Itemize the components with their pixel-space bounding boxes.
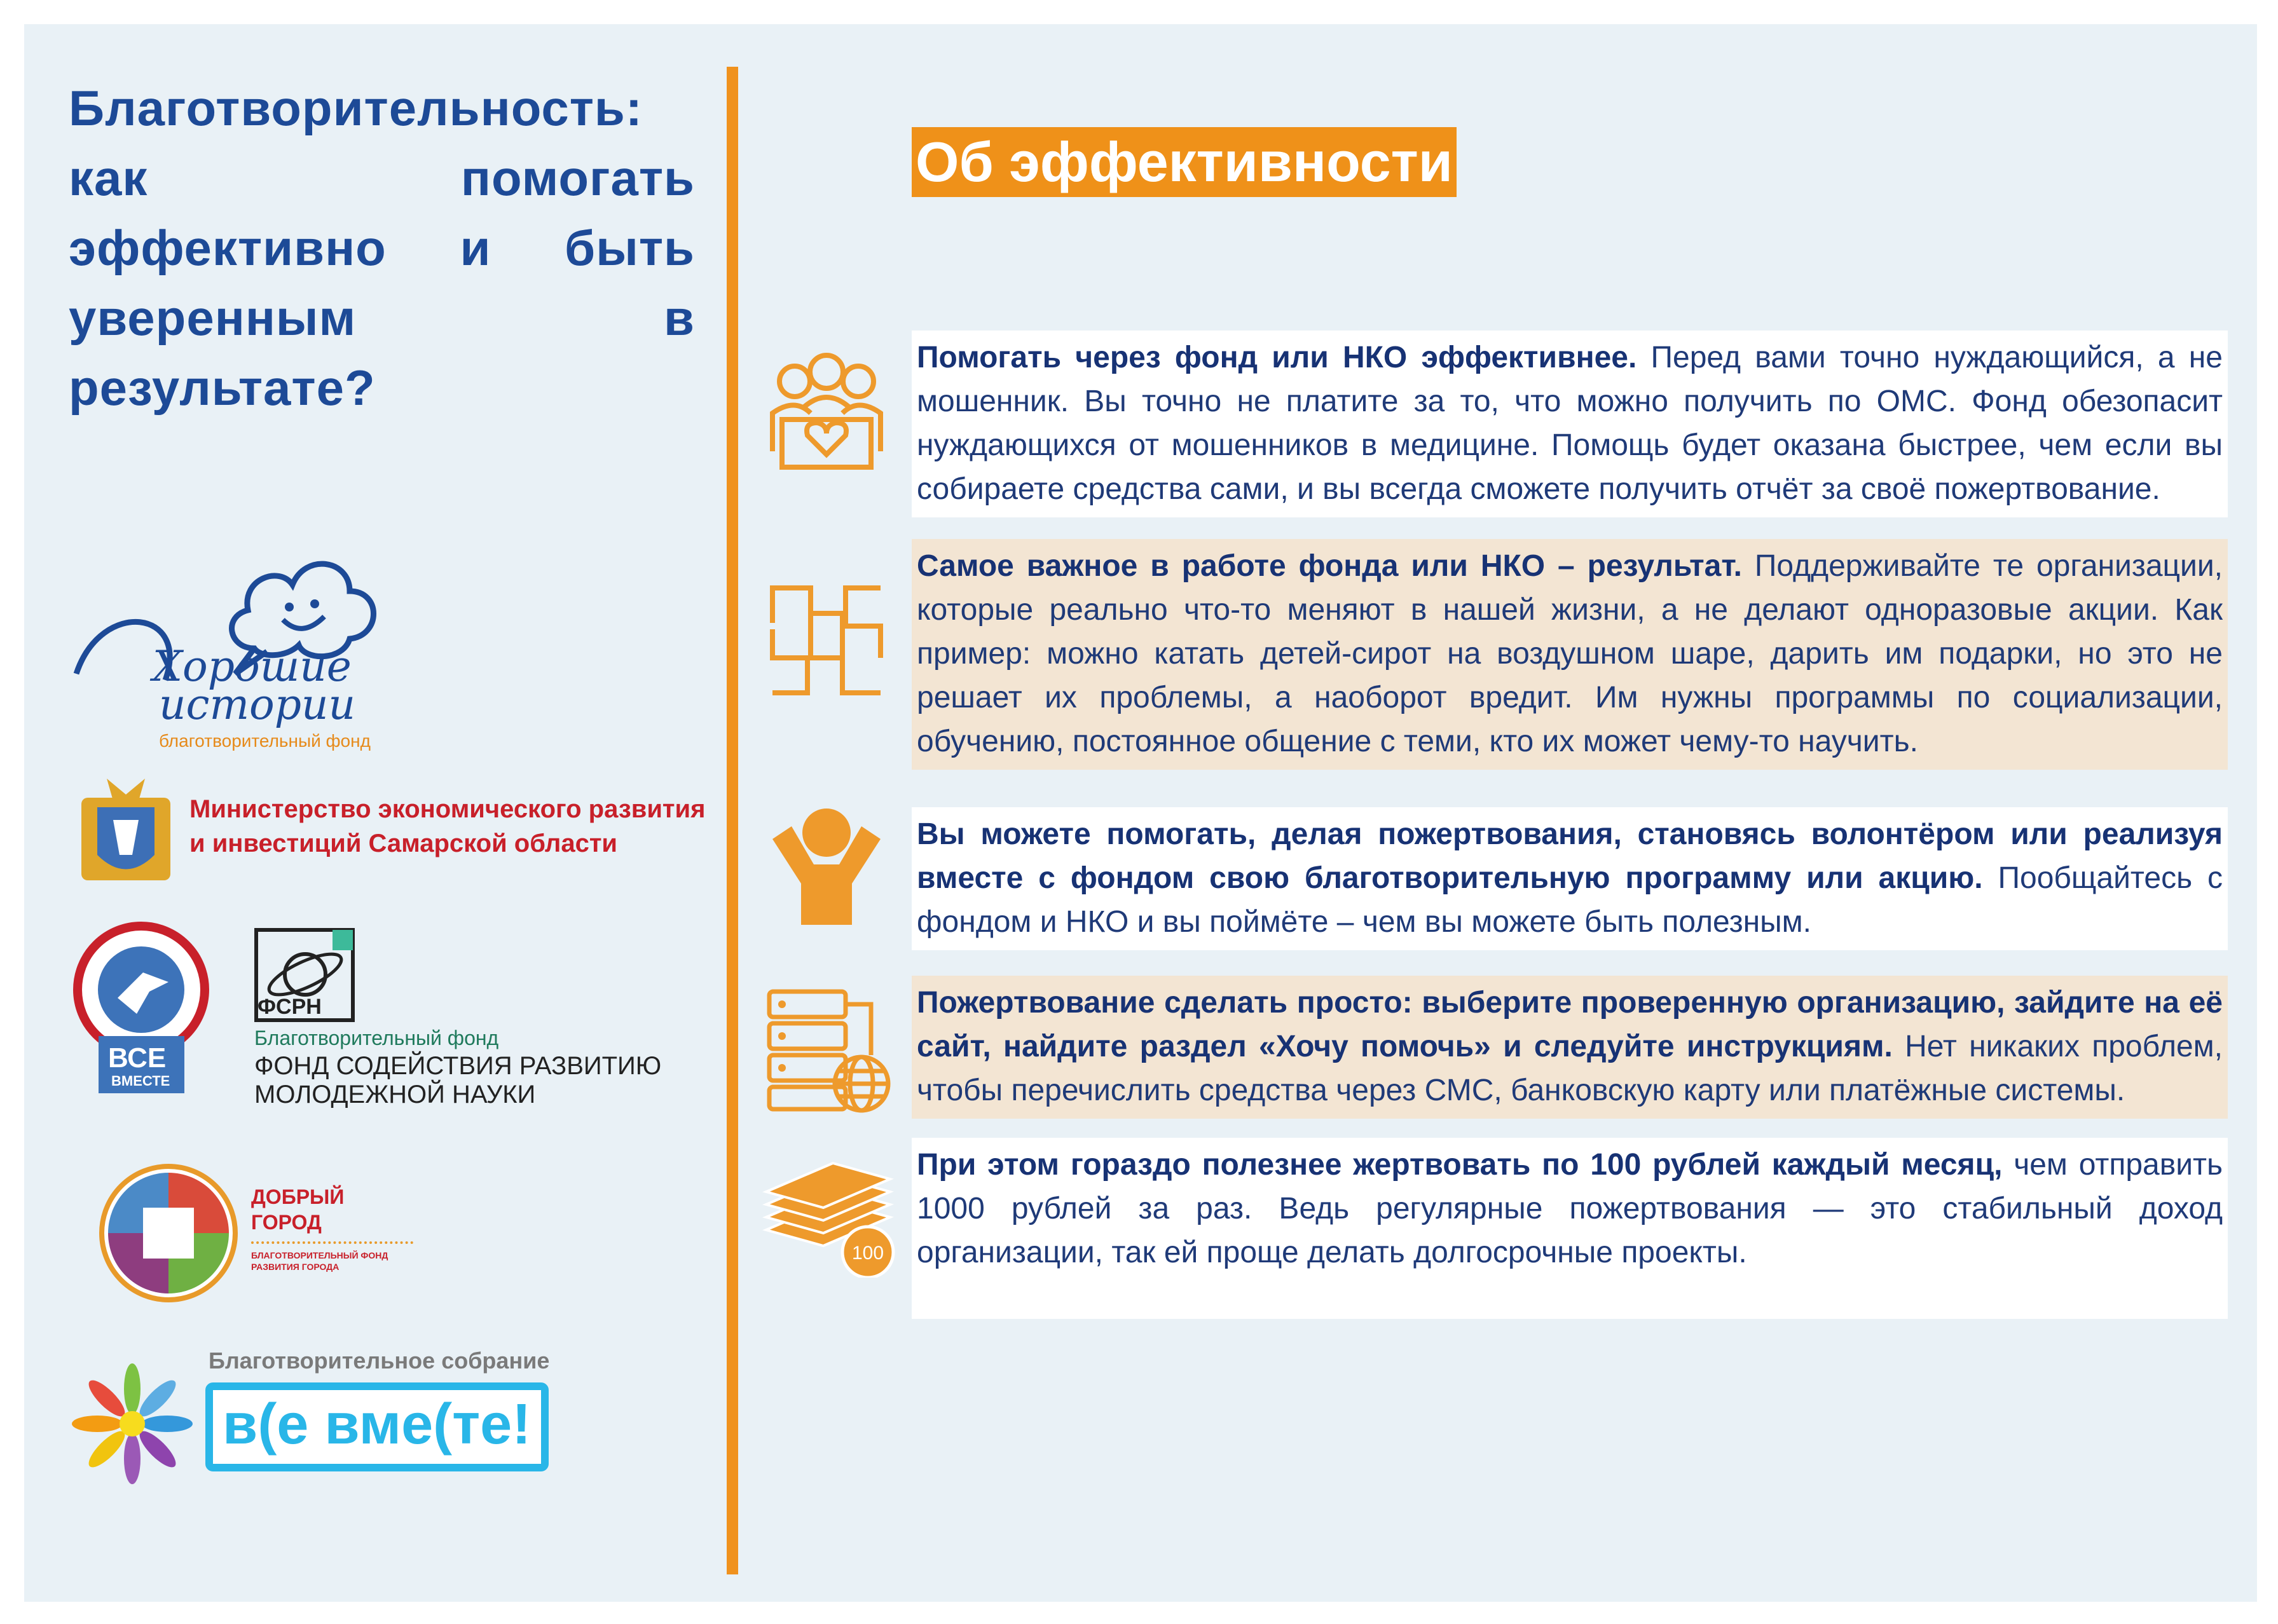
info-item-3-text: Пообщайтесь с фондом и НКО и вы поймёте – чем вы можете быть полезным. (917, 861, 2223, 939)
server-globe-icon (760, 982, 893, 1116)
good-stories-logo (64, 521, 394, 750)
ministry-line2: и инвестиций Самарской области (189, 829, 618, 857)
info-item-4-bold: Пожертвование сделать просто: выберите проверенную организацию, зайдите на её сайт, найдите раздел «Хочу помочь» и следуйте инструкциям. (917, 986, 2223, 1063)
dobry-gorod-caption2: РАЗВИТИЯ ГОРОДА (251, 1262, 340, 1272)
vse-label-bottom: ВМЕСТЕ (111, 1073, 170, 1089)
info-item-3-bold: Вы можете помогать, делая пожертвования, становясь волонтёром или реализуя вместе с фондом свою благотворительную программу или акцию. (917, 817, 2223, 895)
fsrn-caption: Благотворительный фонд (254, 1027, 499, 1049)
ministry-logo (69, 772, 704, 893)
info-item-4-text: Нет никаких проблем, чтобы перечислить средства через СМС, банковскую карту или платёжные системы. (917, 1030, 2223, 1107)
info-item-5-bold: При этом гораздо полезнее жертвовать по 100 рублей каждый месяц, (917, 1148, 2003, 1182)
info-item-1 (912, 331, 2228, 517)
info-item-4 (912, 976, 2228, 1119)
page-title: Благотворительность: как помогать эффективно и быть уверенным в результате? (69, 80, 695, 416)
good-stories-line1: Хорошие (153, 642, 352, 691)
dobry-gorod-line1: ДОБРЫЙ (251, 1185, 345, 1208)
info-item-2 (912, 539, 2228, 770)
fsrn-logo (251, 925, 696, 1109)
badge-100: 100 (851, 1243, 884, 1264)
orange-divider (727, 67, 738, 1574)
fsrn-line1: ФОНД СОДЕЙСТВИЯ РАЗВИТИЮ (254, 1052, 662, 1080)
fsrn-abbr: ФСРН (257, 995, 322, 1019)
dobry-gorod-dotted-line (251, 1241, 413, 1244)
dobry-gorod-line2: ГОРОД (251, 1211, 322, 1234)
joined-hands-icon (760, 575, 893, 709)
person-raised-arms-icon (760, 804, 893, 931)
info-item-3 (912, 807, 2228, 950)
info-item-1-text: Перед вами точно нуждающийся, а не мошенник. Вы точно не платите за то, что можно получить по ОМС. Фонд обезопасит нуждающихся от мошенников в медицине. Помощь будет оказана быстрее, чем если вы собираете средства сами, и вы всегда сможете получить отчёт за своё пожертвование. (917, 341, 2223, 506)
info-item-2-bold: Самое важное в работе фонда или НКО – результат. (917, 549, 1742, 583)
dobry-gorod-caption1: БЛАГОТВОРИТЕЛЬНЫЙ ФОНД (251, 1250, 388, 1260)
money-stack-icon (760, 1157, 906, 1278)
dobry-gorod-logo (95, 1160, 426, 1306)
vse-vmeste-logo (73, 922, 210, 1100)
info-item-1-bold: Помогать через фонд или НКО эффективнее. (917, 341, 1637, 374)
info-item-5-text: чем отправить 1000 рублей за раз. Ведь регулярные пожертвования — это стабильный доход организации, так ей проще делать долгосрочные проекты. (917, 1148, 2223, 1269)
fsrn-line2: МОЛОДЕЖНОЙ НАУКИ (254, 1081, 536, 1109)
section-title: Об эффективности (912, 127, 1457, 197)
people-heart-icon (760, 343, 893, 477)
ministry-line1: Министерство экономического развития (189, 795, 706, 823)
vse-label-top: ВСЕ (108, 1042, 167, 1074)
good-stories-caption: благотворительный фонд (159, 731, 371, 751)
info-item-2-text: Поддерживайте те организации, которые реально что-то меняют в нашей жизни, а не делают одноразовые акции. Как пример: можно катать детей-сирот на воздушном шаре, дарить им подарки, но это не решает их проблемы, а наоборот вредит. Им нужны программы по социализации, обучению, постоянное общение с теми, кто их может чему-то научить. (917, 549, 2223, 758)
info-item-5 (912, 1138, 2228, 1319)
good-stories-line2: истории (159, 680, 356, 729)
vse-vmeste-sobranie-logo (69, 1348, 565, 1484)
sobranie-caption: Благотворительное собрание (209, 1348, 550, 1374)
sobranie-label: в(е вме(те! (223, 1393, 532, 1456)
coat-of-arms-icon (69, 772, 183, 893)
flower-icon (69, 1360, 196, 1487)
